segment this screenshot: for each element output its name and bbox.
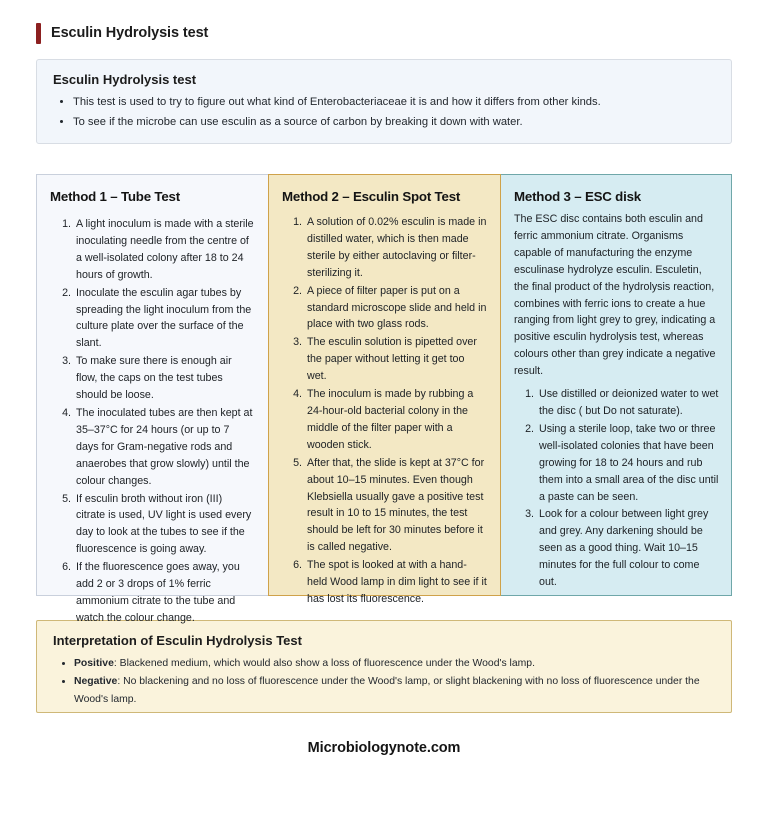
intro-bullet-list	[53, 93, 715, 132]
list-item	[74, 655, 715, 673]
list-item: 6. If the fluorescence goes away, you add 2 or 3 drops of 1% ferric ammonium citrate to the tube and watch the colour change.	[74, 559, 254, 627]
method-title: Method 1 – Tube Test	[50, 189, 180, 204]
result-text-negative: : No blackening and no loss of fluorescence under the Wood's lamp, or slight blackening with no loss of fluorescence under the Wood's lamp.	[74, 675, 700, 705]
page-title-text: Esculin Hydrolysis test	[51, 25, 209, 41]
list-item: 2. A piece of filter paper is put on a standard microscope slide and held in place with two glass rods.	[305, 283, 487, 334]
method-panel-tube-test	[36, 174, 268, 624]
method-title: Method 2 – Esculin Spot Test	[282, 189, 461, 204]
list-item: • This test is used to try to figure out what kind of Enterobacteriaceae it is and how it differs from other kinds.	[73, 93, 715, 113]
method-title: Method 3 – ESC disk	[514, 189, 641, 204]
method-panel-esculin-spot-test	[268, 174, 501, 605]
list-item: 3. The esculin solution is pipetted over the paper without letting it get too wet.	[305, 334, 487, 385]
method-panel-esc-disk	[501, 174, 732, 596]
method-description: The ESC disc contains both esculin and ferric ammonium citrate. Organisms capable of manufacturing the enzyme esculinase hydrolyze esculin. Esculetin, the final product of the hydrolysis reaction, combines with ferric ions to create a hue ranging from light grey to grey, indicating a positive esculin hydrolysis test, whereas colours other than grey indicate a negative result.	[514, 213, 716, 378]
intro-box	[36, 59, 732, 144]
interpretation-list	[53, 655, 715, 709]
list-item: 4. The inoculated tubes are then kept at 35–37°C for 24 hours (or up to 7 days for Gram-negative rods and anaerobes that grow slowly) until the colour changes.	[74, 405, 254, 490]
method-step-list	[282, 214, 487, 608]
methods-row	[36, 174, 732, 624]
list-item: 5. If esculin broth without iron (III) citrate is used, UV light is used every day to look at the tubes to see if the fluorescence is going away.	[74, 491, 254, 559]
list-item: 1. A solution of 0.02% esculin is made in distilled water, which is then made sterile by either autoclaving or filter-sterilizing it.	[305, 214, 487, 282]
list-item: 3. To make sure there is enough air flow, the caps on the test tubes should be loose.	[74, 353, 254, 404]
method-step-list	[50, 216, 254, 627]
list-item: • To see if the microbe can use esculin as a source of carbon by breaking it down with water.	[73, 113, 715, 133]
title-accent-bar	[36, 23, 41, 44]
list-item: 2. Inoculate the esculin agar tubes by spreading the light inoculum from the culture plate over the surface of the slant.	[74, 285, 254, 353]
list-item: 5. After that, the slide is kept at 37°C for about 10–15 minutes. Even though Klebsiella usually gave a positive test result in 10 to 15 minutes, the test should be left for 30 minutes before it is called negative.	[305, 455, 487, 556]
list-item: 2. Using a sterile loop, take two or three well-isolated colonies that have been growing for 18 to 24 hours and rub them into a small area of the disc until a paste can be seen.	[537, 421, 719, 506]
page-title	[36, 0, 732, 48]
list-item: 1. A light inoculum is made with a sterile inoculating needle from the centre of a well-isolated colony after 18 to 24 hours of growth.	[74, 216, 254, 284]
interpretation-box	[36, 620, 732, 713]
list-item: 1. Use distilled or deionized water to wet the disc ( but Do not saturate).	[537, 386, 719, 420]
footer-site-name: Microbiologynote.com	[307, 740, 461, 756]
list-item: 4. The inoculum is made by rubbing a 24-hour-old bacterial colony in the middle of the filter paper with a wooden stick.	[305, 386, 487, 454]
interpretation-heading: Interpretation of Esculin Hydrolysis Test	[53, 633, 302, 648]
result-text-positive: : Blackened medium, which would also show a loss of fluorescence under the Wood's lamp.	[113, 658, 535, 669]
list-item	[74, 673, 715, 709]
footer	[36, 739, 732, 757]
result-label-positive: Positive	[74, 658, 114, 669]
intro-heading: Esculin Hydrolysis test	[53, 72, 197, 87]
list-item: 3. Look for a colour between light grey and grey. Any darkening should be seen as a good thing. Wait 10–15 minutes for the full colour to come out.	[537, 506, 719, 591]
method-step-list	[514, 386, 719, 591]
result-label-negative: Negative	[74, 675, 118, 687]
list-item: 6. The spot is looked at with a hand-held Wood lamp in dim light to see if it has lost its fluorescence.	[305, 557, 487, 608]
